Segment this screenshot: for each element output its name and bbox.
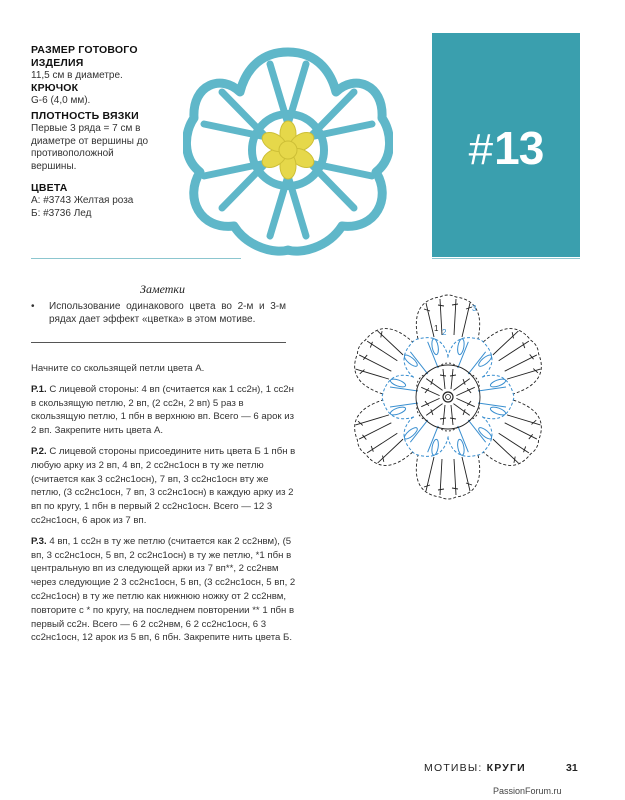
chart-petal bbox=[482, 399, 552, 476]
round-1-text: С лицевой стороны: 4 вп (считается как 1 сс2н), 1 сс2н в скользящую петлю, 2 вп, (2 сс2н, 2 вп) 5 раз в скользящую петлю, 1 пбн в верхнюю вп. Всего — 6 арок из 2 вп. Закрепите нить цвета А. bbox=[31, 383, 295, 437]
chart-inner-stitch bbox=[451, 394, 476, 418]
spec-color-b: Б: #3736 Лед bbox=[31, 207, 92, 219]
chart-stitch-bars bbox=[510, 419, 540, 464]
pattern-number-hash: # bbox=[468, 125, 493, 174]
watermark: PassionForum.ru bbox=[493, 786, 562, 796]
chart-chain-arc bbox=[416, 455, 479, 499]
chart-blue-arc bbox=[482, 375, 514, 419]
spec-gauge-value: Первые 3 ряда = 7 см в диаметре от вершины до противоположной вершины. bbox=[31, 123, 149, 172]
chart-inner-stitch bbox=[420, 394, 445, 418]
section-divider bbox=[31, 258, 241, 259]
instructions-intro: Начните со скользящей петли цвета А. bbox=[31, 363, 205, 374]
notes-title: Заметки bbox=[140, 282, 186, 296]
round-2-text: С лицевой стороны присоедините нить цвета Б 1 пбн в любую арку из 2 вп, 4 вп, 2 сс2нс1осн в ту же петлю (считается как 3 сс2нс1осн), 7 вп, 3 сс2нс1осн вту же петлю, (3 сс2нс1осн, 7 вп, 3 сс2нс1осн) в каждую арку из 2 вп по кругу, 1 пбн в первый 2 сс2нс1осн. Всего — 12 3 сс2нс1осн, 6 арок из 7 вп. bbox=[31, 445, 296, 526]
chart-inner-stitch bbox=[440, 369, 456, 389]
footer-topic: КРУГИ bbox=[486, 762, 526, 774]
chart-blue-group bbox=[478, 375, 514, 419]
chart-blue-stitch bbox=[390, 387, 418, 407]
chart-inner-group bbox=[438, 405, 458, 431]
chart-blue-stitch bbox=[410, 342, 441, 376]
chart-petal bbox=[482, 319, 552, 396]
spec-size bbox=[31, 44, 181, 83]
notes-divider bbox=[31, 342, 286, 343]
chart-blue-stitch bbox=[410, 418, 441, 452]
chart-petal bbox=[344, 399, 414, 476]
round-2 bbox=[31, 445, 299, 528]
chart-petal bbox=[344, 319, 414, 396]
chart-stitch-fan bbox=[489, 408, 544, 465]
chart-blue-leaf bbox=[477, 426, 493, 441]
chart-blue-leaf bbox=[403, 426, 419, 441]
chart-center-ring bbox=[443, 392, 453, 402]
pattern-number-value: 13 bbox=[494, 122, 544, 174]
spec-gauge bbox=[31, 110, 181, 173]
chart-stitch-bars bbox=[355, 330, 385, 375]
chart-petal bbox=[416, 455, 479, 499]
chart-chain-arc bbox=[344, 319, 414, 396]
chart-blue-stitch bbox=[454, 342, 485, 376]
section-divider-right bbox=[432, 258, 580, 259]
chart-chain-arc bbox=[344, 399, 414, 476]
chart-inner-stitch bbox=[451, 376, 476, 400]
chart-inner-stitch bbox=[420, 376, 445, 400]
chart-inner-group bbox=[414, 392, 447, 422]
chart-label-3: 3 bbox=[472, 304, 477, 313]
chart-stitch-bars bbox=[424, 304, 472, 311]
chart-blue-arc bbox=[446, 416, 500, 465]
chart-stitch-bars bbox=[424, 483, 472, 490]
round-3 bbox=[31, 535, 299, 645]
notes-item-text: Использование одинакового цвета во 2-м и 3-м рядах дает эффект «цветка» в этом мотиве. bbox=[49, 301, 286, 325]
chart-stitch-fan bbox=[352, 329, 407, 386]
notes-item bbox=[31, 300, 286, 326]
spec-color-a: А: #3743 Желтая роза bbox=[31, 195, 134, 206]
round-3-label: Р.3. bbox=[31, 535, 47, 547]
chart-round-1 bbox=[414, 363, 483, 431]
page-number: 31 bbox=[566, 762, 578, 774]
chart-inner-ring bbox=[416, 365, 480, 429]
spec-colors-heading: ЦВЕТА bbox=[31, 182, 68, 194]
chart-inner-group bbox=[450, 371, 483, 401]
chart-stitch-fan bbox=[426, 457, 470, 495]
round-1-label: Р.1. bbox=[31, 383, 47, 395]
chart-stitch-bars bbox=[510, 330, 540, 375]
chart-chain-arc bbox=[482, 319, 552, 396]
chart-blue-leaf bbox=[477, 353, 493, 368]
spec-size-heading: РАЗМЕР ГОТОВОГО ИЗДЕЛИЯ bbox=[31, 44, 138, 69]
instructions bbox=[31, 362, 299, 652]
footer-section-name: МОТИВЫ: bbox=[424, 762, 483, 774]
chart-blue-group bbox=[382, 375, 418, 419]
round-3-text: 4 вп, 1 сс2н в ту же петлю (считается как 2 сс2нвм), (5 вп, 3 сс2нс1осн, 5 вп, 2 сс2нс1осн) в ту же петлю, *1 пбн в центральную вп из следующей арки из 7 вп**, 2 сс2нвм через следующие 2 3 сс2нс1осн, 5 вп, (3 сс2нс1осн, 5 вп, 2 сс2нс1осн) в ту же петлю как нижнюю ножку от 2 сс2нвм, повторите с * по кругу, на последнем повторении ** 1 пбн в первый сс2н. Всего — 6 2 сс2нвм, 6 2 сс2нс1осн, 6 3 сс2нс1осн, 12 арок из 5 вп, 6 пбн. Закрепите нить цвета Б. bbox=[31, 535, 296, 644]
pattern-number bbox=[432, 121, 580, 175]
bullet-icon: • bbox=[31, 301, 35, 312]
chart-inner-stitch bbox=[440, 405, 456, 425]
chart-center-dot bbox=[446, 395, 451, 400]
chart-chain-arc bbox=[416, 295, 479, 339]
spec-hook bbox=[31, 82, 181, 108]
chart-round-2 bbox=[382, 329, 514, 465]
crochet-chart bbox=[340, 285, 555, 505]
motif-photo bbox=[183, 38, 393, 263]
chart-label-1: 1 bbox=[434, 324, 439, 333]
chart-inner-group bbox=[438, 363, 458, 389]
chart-stitch-fan bbox=[352, 408, 407, 465]
round-2-label: Р.2. bbox=[31, 445, 47, 457]
spec-hook-heading: КРЮЧОК bbox=[31, 82, 79, 94]
chart-round-3 bbox=[344, 295, 552, 499]
chart-chain-arc bbox=[482, 399, 552, 476]
chart-blue-arc bbox=[396, 416, 450, 465]
chart-stitch-fan bbox=[426, 299, 470, 337]
spec-gauge-heading: ПЛОТНОСТЬ ВЯЗКИ bbox=[31, 110, 139, 122]
chart-inner-group bbox=[414, 371, 447, 401]
chart-stitch-bars bbox=[355, 419, 385, 464]
chart-blue-leaf bbox=[403, 353, 419, 368]
chart-petal bbox=[416, 295, 479, 339]
spec-hook-value: G-6 (4,0 мм). bbox=[31, 95, 91, 106]
pattern-number-badge bbox=[432, 33, 580, 257]
spec-size-value: 11,5 см в диаметре. bbox=[31, 70, 123, 81]
chart-label-2: 2 bbox=[442, 328, 447, 337]
chart-blue-stitch bbox=[454, 418, 485, 452]
footer-section bbox=[424, 762, 526, 774]
chart-stitch-fan bbox=[489, 329, 544, 386]
chart-inner-group bbox=[450, 392, 483, 422]
chart-blue-arc bbox=[446, 329, 500, 378]
chart-blue-arc bbox=[382, 375, 414, 419]
chart-blue-stitch bbox=[478, 387, 506, 407]
round-1 bbox=[31, 383, 299, 438]
spec-colors bbox=[31, 182, 181, 220]
